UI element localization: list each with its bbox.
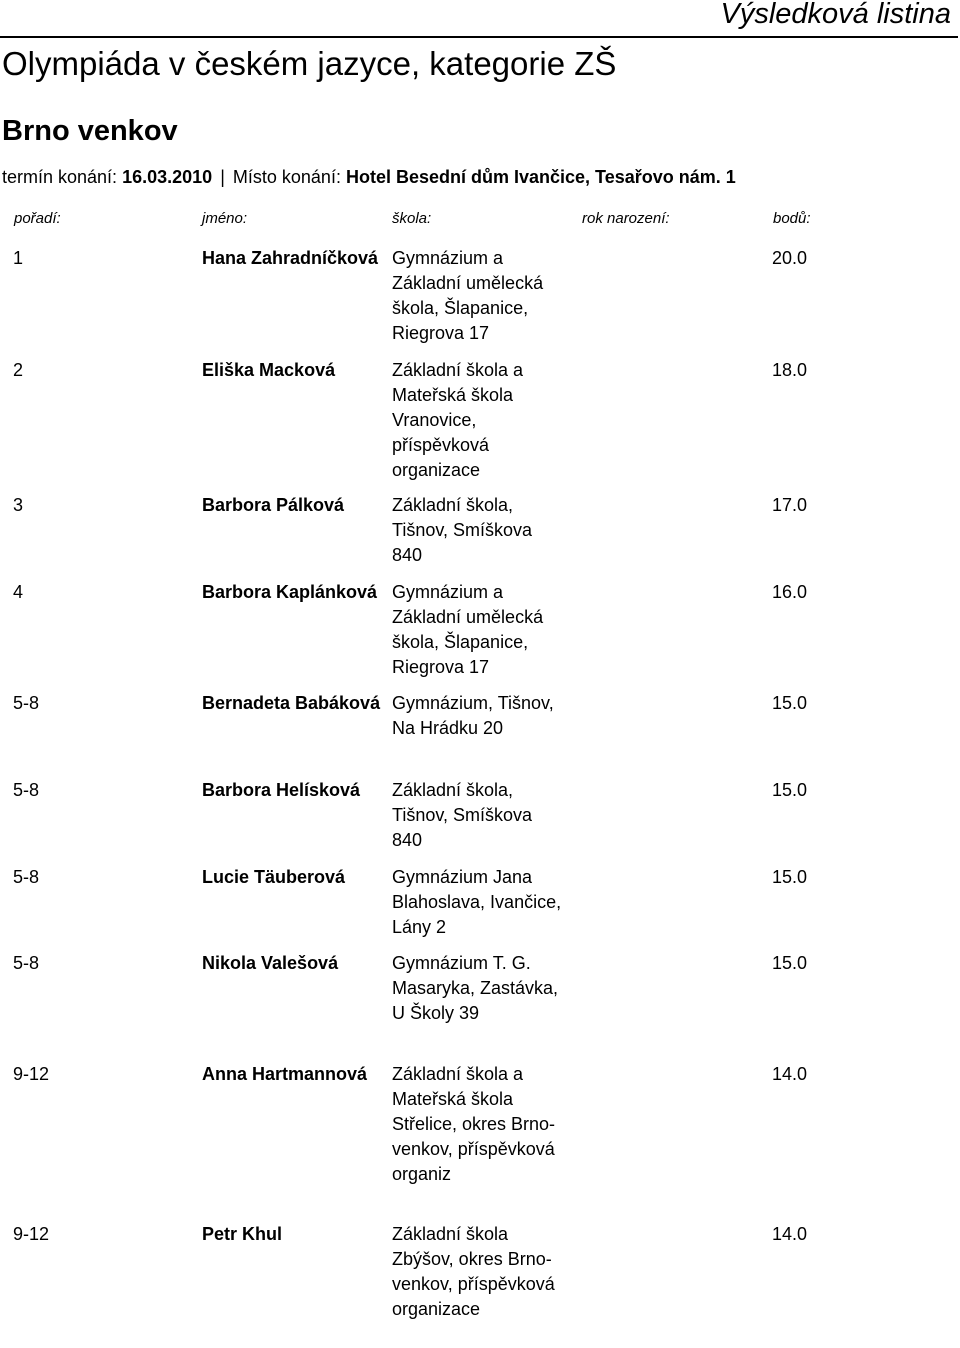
event-date: 16.03.2010 (122, 167, 213, 187)
name-cell: Barbora Pálková (202, 495, 345, 515)
table-row (0, 691, 960, 778)
column-header-points: bodů: (773, 210, 811, 227)
points-cell: 17.0 (772, 495, 808, 515)
name-cell: Hana Zahradníčková (202, 248, 379, 268)
school-cell: Gymnázium a Základní umělecká škola, Šlapanice, Riegrova 17 (392, 248, 544, 343)
rank-cell: 9-12 (13, 1224, 50, 1244)
results-table (0, 246, 960, 1347)
info-separator: | (220, 167, 225, 187)
name-cell: Petr Khul (202, 1224, 283, 1244)
rank-cell: 1 (13, 248, 24, 268)
points-cell: 18.0 (772, 360, 808, 380)
table-row (0, 493, 960, 580)
event-place: Hotel Besední dům Ivančice, Tesařovo nám. 1 (345, 167, 736, 187)
table-row (0, 1222, 960, 1347)
event-info (2, 166, 736, 188)
name-cell: Barbora Kaplánková (202, 582, 378, 602)
school-cell: Základní škola Zbýšov, okres Brno-venkov, příspěvková organizace (392, 1224, 555, 1319)
school-cell: Gymnázium, Tišnov, Na Hrádku 20 (392, 693, 554, 738)
school-cell: Gymnázium Jana Blahoslava, Ivančice, Lány 2 (392, 867, 562, 937)
school-cell: Základní škola a Mateřská škola Střelice, okres Brno-venkov, příspěvková organiz (392, 1064, 556, 1184)
name-cell: Eliška Macková (202, 360, 336, 380)
table-row (0, 246, 960, 358)
date-label: termín konání: (2, 167, 118, 187)
points-cell: 15.0 (772, 867, 808, 887)
points-cell: 14.0 (772, 1064, 808, 1084)
competition-title: Olympiáda v českém jazyce, kategorie ZŠ (2, 45, 617, 82)
column-header-rank: pořadí: (14, 210, 61, 227)
table-row (0, 778, 960, 865)
table-row (0, 580, 960, 691)
table-row (0, 358, 960, 493)
school-cell: Základní škola, Tišnov, Smíškova 840 (392, 495, 533, 565)
points-cell: 20.0 (772, 248, 808, 268)
column-header-school: škola: (392, 210, 432, 227)
table-row (0, 865, 960, 951)
points-cell: 14.0 (772, 1224, 808, 1244)
points-cell: 15.0 (772, 953, 808, 973)
header-divider (0, 36, 958, 38)
points-cell: 16.0 (772, 582, 808, 602)
points-cell: 15.0 (772, 780, 808, 800)
column-header-name: jméno: (202, 210, 248, 227)
name-cell: Nikola Valešová (202, 953, 339, 973)
rank-cell: 4 (13, 582, 24, 602)
name-cell: Anna Hartmannová (202, 1064, 368, 1084)
school-cell: Základní škola, Tišnov, Smíškova 840 (392, 780, 533, 850)
school-cell: Základní škola a Mateřská škola Vranovice, příspěvková organizace (392, 360, 524, 480)
rank-cell: 5-8 (13, 780, 40, 800)
rank-cell: 3 (13, 495, 24, 515)
name-cell: Bernadeta Babáková (202, 693, 381, 713)
school-cell: Gymnázium T. G. Masaryka, Zastávka, U Školy 39 (392, 953, 559, 1023)
rank-cell: 5-8 (13, 953, 40, 973)
name-cell: Barbora Helísková (202, 780, 361, 800)
rank-cell: 5-8 (13, 867, 40, 887)
table-row (0, 1062, 960, 1222)
region-title: Brno venkov (2, 115, 178, 147)
rank-cell: 5-8 (13, 693, 40, 713)
school-cell: Gymnázium a Základní umělecká škola, Šlapanice, Riegrova 17 (392, 582, 544, 677)
place-label: Místo konání: (232, 167, 341, 187)
name-cell: Lucie Täuberová (202, 867, 346, 887)
rank-cell: 2 (13, 360, 24, 380)
table-row (0, 951, 960, 1062)
points-cell: 15.0 (772, 693, 808, 713)
document-type: Výsledková listina (720, 0, 951, 30)
rank-cell: 9-12 (13, 1064, 50, 1084)
column-header-birth-year: rok narození: (582, 210, 670, 227)
